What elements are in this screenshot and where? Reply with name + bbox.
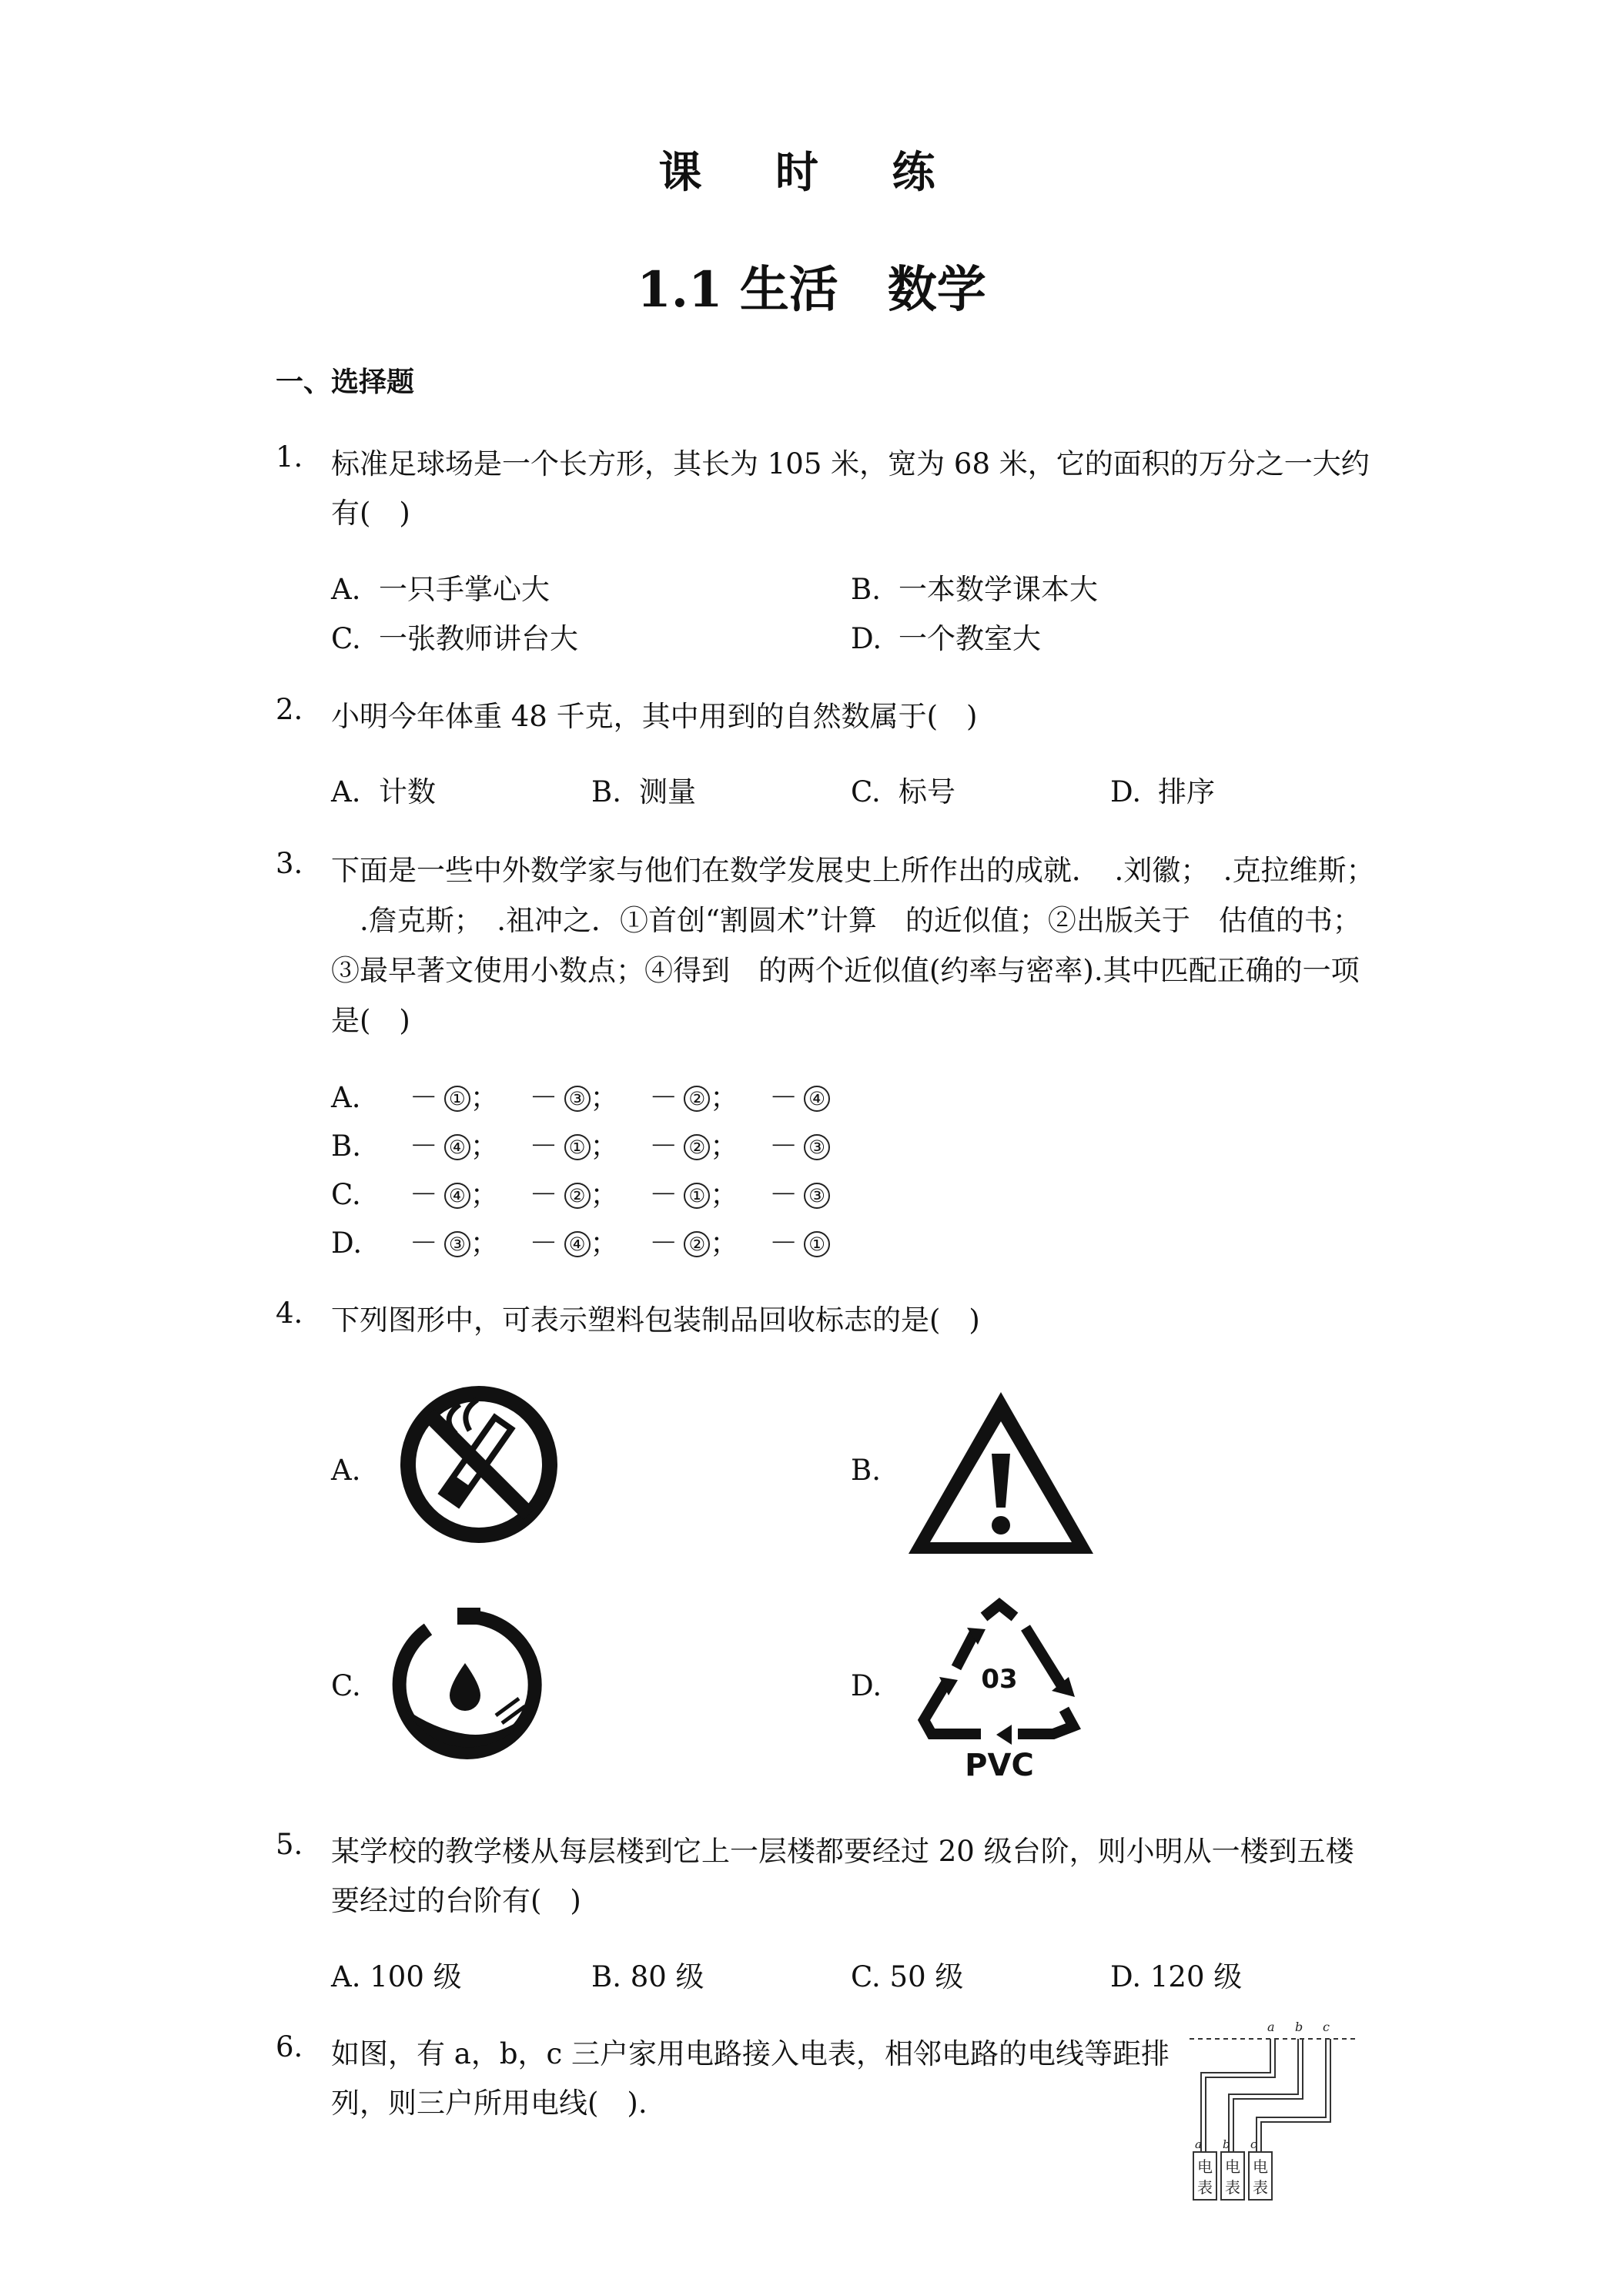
top-label-c: c xyxy=(1323,2020,1330,2034)
question-1-line-1: 标准足球场是一个长方形，其长为 105 米，宽为 68 米，它的面积的万分之一大约 xyxy=(331,447,1370,480)
question-4-line-1: 下列图形中，可表示塑料包装制品回收标志的是( ) xyxy=(331,1304,980,1337)
meter-text-1: 电 xyxy=(1197,2157,1213,2176)
option-label: B. xyxy=(591,1960,621,1993)
option-label: C. xyxy=(331,1178,361,1211)
circled-mark: ② xyxy=(684,1086,710,1112)
question-2-option-c[interactable] xyxy=(851,768,955,810)
circled-mark: ① xyxy=(684,1183,710,1209)
question-1-line-2: 有( ) xyxy=(331,497,410,530)
option-label: C. xyxy=(851,775,881,808)
bottom-label-c: c xyxy=(1250,2137,1257,2151)
option-text: 50 级 xyxy=(889,1960,964,1993)
question-2-line-1: 小明今年体重 48 千克，其中用到的自然数属于( ) xyxy=(331,700,978,733)
warning-triangle-icon[interactable] xyxy=(901,1384,1101,1561)
option-text: 测量 xyxy=(639,775,696,808)
question-3-line-4: 是( ) xyxy=(331,1004,410,1037)
question-5-option-a[interactable] xyxy=(331,1953,462,1995)
circled-mark: ② xyxy=(564,1183,591,1209)
meter-text-2: 表 xyxy=(1225,2178,1240,2197)
option-label: A. xyxy=(331,775,361,808)
bottom-label-b: b xyxy=(1223,2137,1230,2151)
circled-mark: ③ xyxy=(444,1231,470,1257)
question-2-number: 2. xyxy=(276,693,303,726)
circled-mark: ④ xyxy=(564,1231,591,1257)
circled-mark: ③ xyxy=(564,1086,591,1112)
question-5-number: 5. xyxy=(276,1828,303,1861)
option-label: A. xyxy=(331,1960,361,1993)
circled-mark: ④ xyxy=(444,1134,470,1160)
option-text: 一个教室大 xyxy=(899,622,1041,655)
option-label: D. xyxy=(331,1227,363,1260)
question-6-line-2: 列，则三户所用电线( ). xyxy=(331,2087,648,2120)
option-text: 120 级 xyxy=(1149,1960,1243,1993)
option-text: 一本数学课本大 xyxy=(899,573,1098,606)
circled-mark: ② xyxy=(684,1134,710,1160)
option-label: B. xyxy=(851,573,881,606)
question-3-number: 3. xyxy=(276,847,303,880)
recycle-pvc-icon[interactable] xyxy=(910,1594,1089,1782)
option-text: 标号 xyxy=(899,775,955,808)
circled-mark: ③ xyxy=(804,1134,830,1160)
meter-text-1: 电 xyxy=(1253,2157,1268,2176)
option-label: B. xyxy=(591,775,621,808)
question-4-option-c-label: C. xyxy=(331,1669,361,1702)
option-text: 100 级 xyxy=(370,1960,462,1993)
question-1-number: 1. xyxy=(276,440,303,474)
question-5-line-2: 要经过的台阶有( ) xyxy=(331,1884,581,1917)
lesson-title: 1.1 生活 数学 xyxy=(637,261,986,319)
option-text: 计数 xyxy=(379,775,436,808)
option-label: D. xyxy=(1110,1960,1142,1993)
circled-mark: ④ xyxy=(444,1183,470,1209)
recycle-material: PVC xyxy=(965,1748,1034,1782)
circuit-figure xyxy=(1178,2017,1363,2217)
question-6-number: 6. xyxy=(276,2030,303,2063)
question-2-option-a[interactable] xyxy=(331,768,436,810)
no-smoking-icon[interactable] xyxy=(394,1380,564,1549)
top-label-a: a xyxy=(1267,2020,1275,2034)
option-text: 80 级 xyxy=(630,1960,704,1993)
question-3-option-c[interactable]: C. － ④ ； － ② ； － ① ； － ③ xyxy=(331,1171,830,1213)
question-3-line-3: ③最早著文使用小数点；④得到 的两个近似值(约率与密率).其中匹配正确的一项 xyxy=(331,954,1360,987)
question-4-option-b-label: B. xyxy=(851,1454,881,1487)
question-3-line-2: .詹克斯； .祖冲之．①首创“割圆术”计算 的近似值；②出版关于 估值的书； xyxy=(331,904,1361,937)
option-text: 一只手掌心大 xyxy=(379,573,550,606)
circled-mark: ① xyxy=(444,1086,470,1112)
option-label: A. xyxy=(331,573,361,606)
question-1-option-d[interactable] xyxy=(851,615,1041,657)
question-5-option-b[interactable] xyxy=(591,1953,704,1995)
water-saving-icon[interactable] xyxy=(380,1600,550,1769)
question-4-option-d-label: D. xyxy=(851,1669,882,1702)
question-6-line-1: 如图，有 a，b，c 三户家用电路接入电表，相邻电路的电线等距排 xyxy=(331,2037,1170,2070)
question-5-line-1: 某学校的教学楼从每层楼到它上一层楼都要经过 20 级台阶，则小明从一楼到五楼 xyxy=(331,1835,1354,1868)
option-label: A. xyxy=(331,1081,361,1114)
question-1-option-c[interactable] xyxy=(331,615,578,657)
option-text: 排序 xyxy=(1158,775,1215,808)
question-2-option-b[interactable] xyxy=(591,768,696,810)
question-1-option-a[interactable] xyxy=(331,566,550,607)
meter-text-2: 表 xyxy=(1253,2178,1268,2197)
question-3-option-d[interactable]: D. － ③ ； － ④ ； － ② ； － ① xyxy=(331,1220,830,1261)
option-label: C. xyxy=(331,622,361,655)
circled-mark: ④ xyxy=(804,1086,830,1112)
question-5-option-d[interactable] xyxy=(1110,1953,1242,1995)
page-title: 课 时 练 xyxy=(658,147,965,198)
question-3-option-a[interactable]: A. － ① ； － ③ ； － ② ； － ④ xyxy=(331,1074,830,1116)
recycle-code: 03 xyxy=(981,1664,1018,1695)
option-label: C. xyxy=(851,1960,881,1993)
circled-mark: ① xyxy=(564,1134,591,1160)
circled-mark: ③ xyxy=(804,1183,830,1209)
circled-mark: ② xyxy=(684,1231,710,1257)
question-3-line-1: 下面是一些中外数学家与他们在数学发展史上所作出的成就． .刘徽； .克拉维斯； xyxy=(331,854,1375,887)
option-text: 一张教师讲台大 xyxy=(379,622,578,655)
question-4-number: 4. xyxy=(276,1297,303,1330)
meter-text-2: 表 xyxy=(1197,2178,1213,2197)
circled-mark: ① xyxy=(804,1231,830,1257)
question-5-option-c[interactable] xyxy=(851,1953,963,1995)
option-label: D. xyxy=(851,622,882,655)
question-4-option-a-label: A. xyxy=(331,1454,361,1487)
top-label-b: b xyxy=(1295,2020,1303,2034)
option-label: D. xyxy=(1110,775,1142,808)
option-label: B. xyxy=(331,1130,361,1163)
question-2-option-d[interactable] xyxy=(1110,768,1215,810)
question-3-option-b[interactable]: B. － ④ ； － ① ； － ② ； － ③ xyxy=(331,1123,830,1164)
question-1-option-b[interactable] xyxy=(851,566,1098,607)
bottom-label-a: a xyxy=(1195,2137,1202,2151)
section-heading: 一、选择题 xyxy=(276,366,415,398)
meter-text-1: 电 xyxy=(1225,2157,1240,2176)
